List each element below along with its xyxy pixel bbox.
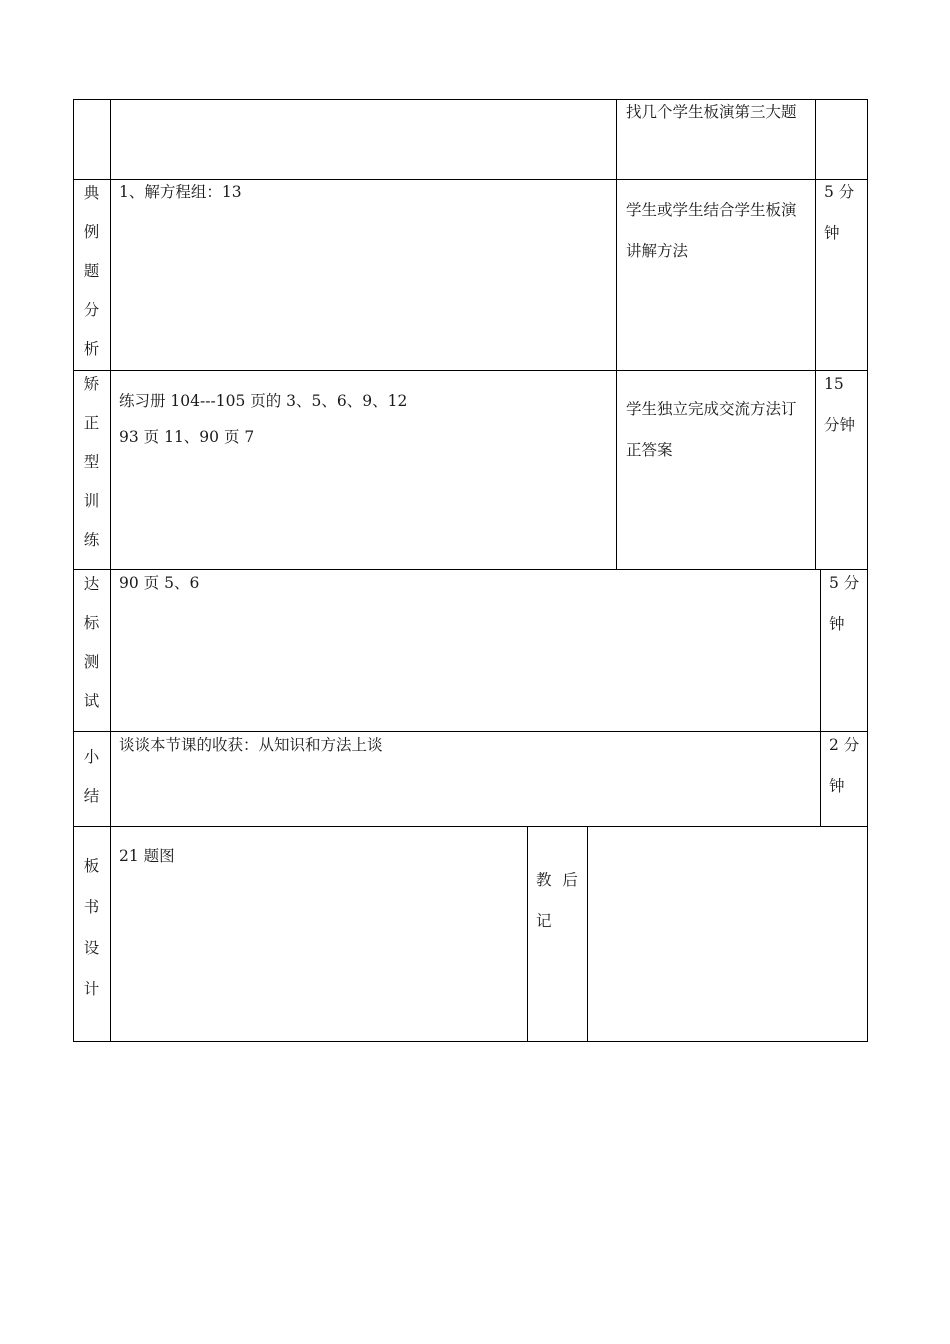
correction-content-line2: 93 页 11、90 页 7 (119, 428, 255, 446)
correction-time: 15 分钟 (824, 375, 856, 434)
summary-time: 2 分钟 (829, 736, 860, 795)
correction-label: 矫正型训练 (83, 375, 100, 549)
afterword-label: 教 后 记 (536, 871, 578, 930)
example-label: 典例题分析 (83, 184, 100, 358)
test-label: 达标测试 (83, 575, 100, 710)
test-content: 90 页 5、6 (119, 574, 200, 592)
correction-note: 学生独立完成交流方法订正答案 (626, 400, 797, 459)
board-label: 板书设计 (83, 857, 100, 998)
board-content: 21 题图 (119, 847, 175, 865)
example-note: 学生或学生结合学生板演讲解方法 (626, 201, 797, 260)
correction-content-line1: 练习册 104---105 页的 3、5、6、9、12 (119, 392, 408, 410)
example-time: 5 分钟 (824, 183, 855, 242)
top-note: 找几个学生板演第三大题 (626, 103, 797, 121)
summary-content: 谈谈本节课的收获：从知识和方法上谈 (119, 736, 383, 754)
example-content: 1、解方程组：13 (119, 183, 242, 201)
test-time: 5 分钟 (829, 574, 860, 633)
summary-label: 小结 (83, 748, 100, 805)
